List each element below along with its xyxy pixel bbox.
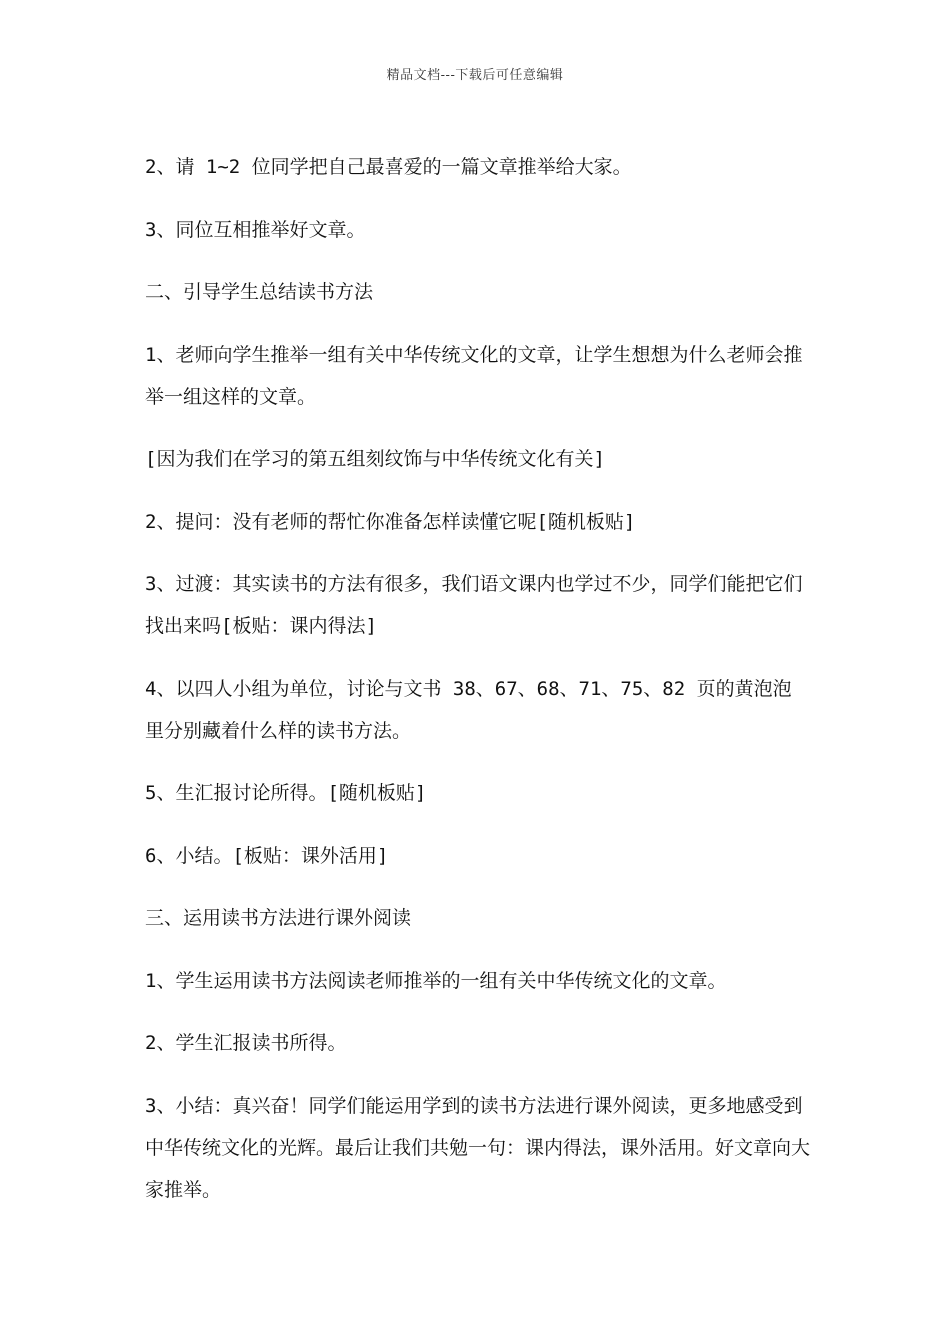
- paragraph: 3、同位互相推举好文章。: [145, 218, 366, 241]
- paragraph: 4、以四人小组为单位，讨论与文书 38、67、68、71、75、82 页的黄泡泡里分别藏着什么样的读书方法。: [145, 677, 792, 742]
- paragraph: 3、过渡：其实读书的方法有很多，我们语文课内也学过不少，同学们能把它们找出来吗[板贴：课内得法]: [145, 573, 803, 637]
- paragraph: 2、学生汇报读书所得。: [145, 1032, 347, 1054]
- section-heading: 三、运用读书方法进行课外阅读: [145, 907, 412, 929]
- paragraph: 2、请 1~2 位同学把自己最喜爱的一篇文章推举给大家。: [145, 156, 632, 178]
- paragraph: 6、小结。[板贴：课外活用]: [145, 844, 389, 867]
- paragraph: 3、小结：真兴奋！同学们能运用学到的读书方法进行课外阅读，更多地感受到中华传统文化的光辉。最后让我们共勉一句：课内得法，课外活用。好文章向大家推举。: [145, 1094, 811, 1201]
- paragraph: [因为我们在学习的第五组刻纹饰与中华传统文化有关]: [145, 448, 605, 470]
- page-header: 精品文档---下载后可任意编辑: [386, 68, 564, 83]
- paragraph: 2、提问：没有老师的帮忙你准备怎样读懂它呢[随机板贴]: [145, 510, 636, 533]
- paragraph: 1、老师向学生推举一组有关中华传统文化的文章，让学生想想为什么老师会推举一组这样的文章。: [145, 343, 803, 408]
- section-heading: 二、引导学生总结读书方法: [145, 281, 374, 303]
- document-body: [145, 146, 810, 1231]
- paragraph: 5、生汇报讨论所得。[随机板贴]: [145, 782, 427, 804]
- paragraph: 1、学生运用读书方法阅读老师推举的一组有关中华传统文化的文章。: [145, 969, 727, 992]
